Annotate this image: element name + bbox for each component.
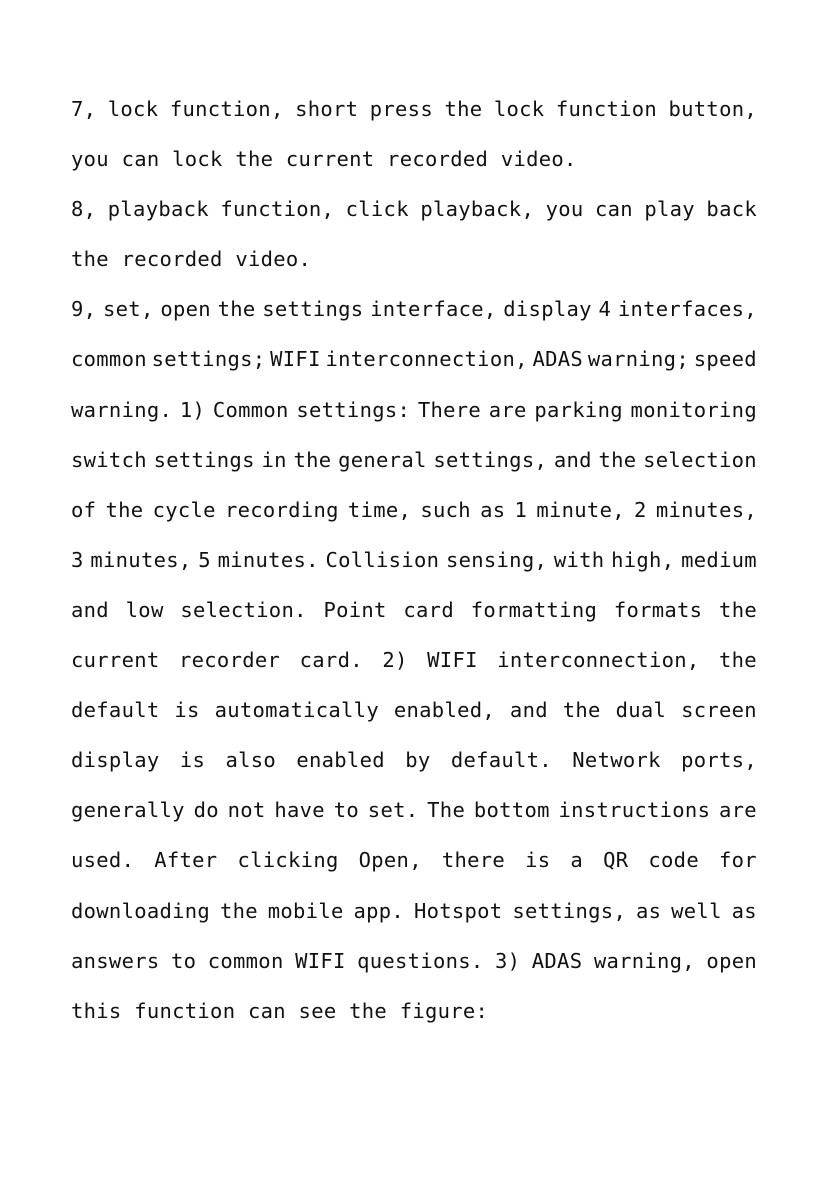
word: the <box>719 648 757 673</box>
word: selection <box>643 447 757 472</box>
word: enabled, <box>393 698 496 723</box>
word: settings: <box>296 397 411 422</box>
word: not <box>227 798 266 823</box>
word: 5 <box>198 547 211 572</box>
word: the <box>719 597 757 622</box>
word: lock <box>493 97 545 121</box>
word: the <box>562 698 601 723</box>
word: the <box>219 898 258 923</box>
word: low <box>125 597 164 622</box>
word: ports, <box>681 748 757 773</box>
word: playback <box>107 197 209 222</box>
word: common <box>207 948 284 973</box>
text-line <box>71 284 757 334</box>
word: card. <box>299 648 363 673</box>
word: Hotspot <box>413 898 503 923</box>
word: warning, <box>593 948 695 973</box>
word: questions. <box>357 948 484 973</box>
word: are <box>719 798 757 823</box>
word: speed <box>693 347 757 372</box>
word: screen <box>681 698 757 723</box>
word: automatically <box>214 698 379 723</box>
word: interconnection, <box>497 648 700 673</box>
text-line <box>71 785 757 835</box>
word: is <box>179 748 206 773</box>
word: the <box>293 447 332 472</box>
text-line <box>71 685 757 735</box>
word: switch <box>71 447 147 472</box>
word: the <box>217 297 256 322</box>
word: minutes, <box>655 497 757 522</box>
word: minute, <box>536 497 625 522</box>
word: high, <box>611 547 675 572</box>
word: bottom <box>473 798 550 823</box>
word: Open, <box>358 848 422 873</box>
word: ADAS <box>531 948 583 973</box>
word: a <box>570 848 584 873</box>
word: 1) <box>179 397 206 422</box>
word: parking <box>534 397 623 422</box>
word: interfaces, <box>617 297 757 322</box>
word: set. <box>367 798 419 823</box>
word: playback, <box>420 197 535 222</box>
word: display <box>503 297 592 322</box>
word: QR <box>603 848 629 873</box>
word: downloading <box>71 898 211 923</box>
word: button, <box>668 97 757 121</box>
text-line <box>71 535 757 585</box>
word: open <box>706 948 757 973</box>
word: such <box>420 497 471 522</box>
word: interface, <box>370 297 497 322</box>
word: interconnection, <box>325 347 528 372</box>
text-line: this function can see the figure: <box>71 998 489 1023</box>
word: mobile <box>267 898 344 923</box>
word: settings <box>153 447 255 472</box>
word: back <box>706 197 757 222</box>
word: recording <box>224 497 339 522</box>
word: press <box>369 97 433 121</box>
word: current <box>71 648 160 673</box>
text-line: the recorded video. <box>71 247 312 272</box>
word: to <box>333 798 360 823</box>
word: lock <box>107 97 159 121</box>
word: time, <box>347 497 412 522</box>
word: warning; <box>587 347 689 372</box>
text-line <box>71 585 757 635</box>
word: sensing, <box>445 547 548 572</box>
word: by <box>405 748 431 773</box>
word: After <box>154 848 218 873</box>
word: enabled <box>296 748 385 773</box>
word: instructions <box>558 798 711 823</box>
word: have <box>274 798 325 823</box>
word: to <box>170 948 197 973</box>
word: general <box>338 447 427 472</box>
word: default <box>71 698 160 723</box>
word: set, <box>103 297 154 322</box>
word: warning. <box>71 397 173 422</box>
text-line <box>71 184 757 234</box>
word: the <box>105 497 144 522</box>
word: cycle <box>152 497 216 522</box>
word: settings, <box>433 447 548 472</box>
word: there <box>441 848 506 873</box>
word: Network <box>572 748 661 773</box>
text-line: you can lock the current recorded video. <box>71 147 577 172</box>
word: are <box>488 397 527 422</box>
word: function, <box>220 197 335 222</box>
word: and <box>71 597 109 622</box>
word: ADAS <box>532 347 584 372</box>
text-line <box>71 735 757 785</box>
word: is <box>174 698 200 723</box>
word: of <box>71 497 97 522</box>
word: click <box>345 197 409 222</box>
word: you <box>545 197 584 222</box>
word: do <box>193 798 219 823</box>
word: and <box>509 698 548 723</box>
text-line <box>71 835 757 885</box>
word: minutes. <box>217 547 319 572</box>
word: 4 <box>598 297 612 322</box>
word: display <box>71 748 160 773</box>
text-line <box>71 385 757 435</box>
text-line <box>71 886 757 936</box>
word: Collision <box>325 547 440 572</box>
word: formatting <box>470 597 598 622</box>
word: in <box>261 447 287 472</box>
word: 2) <box>382 648 408 673</box>
word: common <box>71 347 147 372</box>
word: open <box>160 297 211 322</box>
word: WIFI <box>270 347 321 372</box>
word: monitoring <box>630 397 757 422</box>
word: used. <box>71 848 135 873</box>
word: settings; <box>151 347 266 372</box>
word: app. <box>353 898 405 923</box>
body-text <box>71 84 757 1036</box>
word: as <box>635 898 662 923</box>
word: settings, <box>512 898 627 923</box>
word: 3 <box>71 547 84 572</box>
text-line <box>71 435 757 485</box>
word: The <box>427 798 466 823</box>
word: default. <box>450 748 552 773</box>
word: 1 <box>514 497 528 522</box>
text-line <box>71 635 757 685</box>
word: card <box>403 597 454 622</box>
word: as <box>480 497 506 522</box>
word: the <box>598 447 637 472</box>
word: well <box>671 898 722 923</box>
text-line <box>71 334 757 384</box>
word: clicking <box>237 848 339 873</box>
word: settings <box>262 297 364 322</box>
word: 8, <box>71 197 97 222</box>
word: play <box>644 197 695 222</box>
word: also <box>225 748 277 773</box>
word: function, <box>169 97 284 121</box>
word: WIFI <box>427 648 478 673</box>
word: generally <box>71 798 185 823</box>
word: the <box>444 97 483 121</box>
word: for <box>718 848 757 873</box>
word: 7, <box>71 97 97 121</box>
word: as <box>731 898 757 923</box>
word: short <box>295 97 359 121</box>
word: Common <box>212 397 289 422</box>
word: can <box>594 197 633 222</box>
word: and <box>553 447 592 472</box>
word: 9, <box>71 297 97 322</box>
word: recorder <box>179 648 281 673</box>
word: formats <box>613 597 703 622</box>
word: minutes, <box>90 547 192 572</box>
word: medium <box>681 547 757 572</box>
text-line <box>71 936 757 986</box>
word: 3) <box>495 948 521 973</box>
word: is <box>525 848 551 873</box>
word: There <box>417 397 482 422</box>
word: 2 <box>634 497 647 522</box>
word: with <box>553 547 605 572</box>
word: answers <box>71 948 160 973</box>
word: selection. <box>180 597 307 622</box>
text-line <box>71 485 757 535</box>
word: WIFI <box>295 948 346 973</box>
word: dual <box>615 698 667 723</box>
word: Point <box>323 597 387 622</box>
word: code <box>648 848 699 873</box>
word: function <box>555 97 658 121</box>
text-line <box>71 84 757 134</box>
